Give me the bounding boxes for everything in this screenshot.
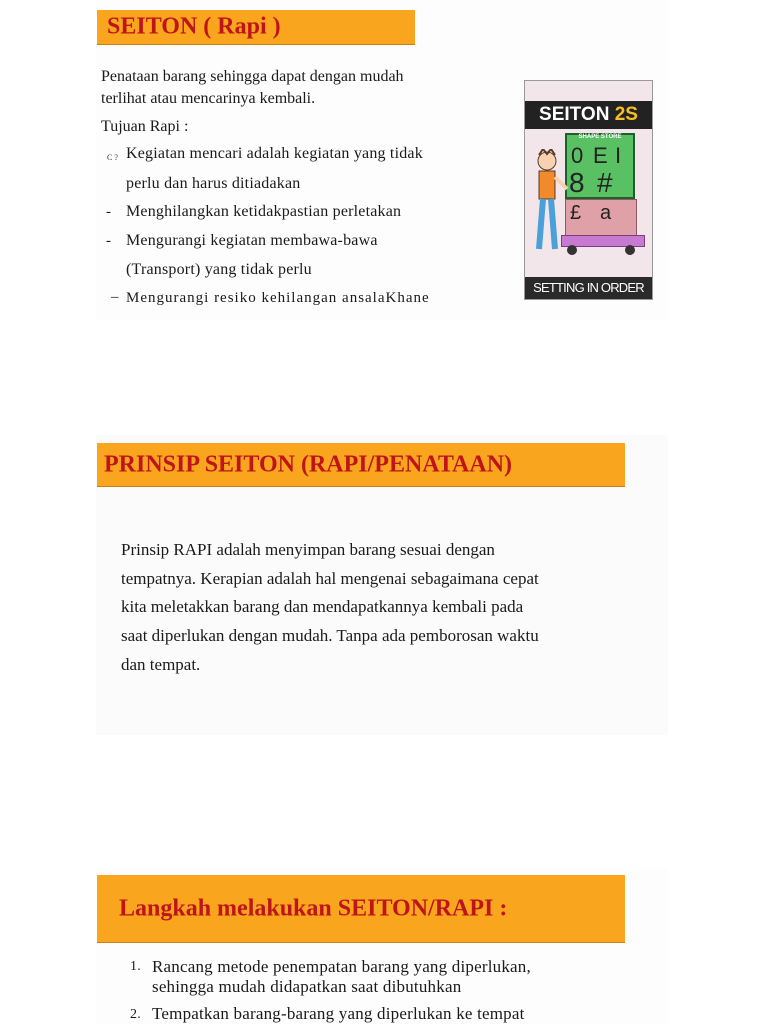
item1-line1: Kegiatan mencari adalah kegiatan yang tidak: [126, 145, 423, 162]
step2-num: 2.: [130, 1007, 141, 1022]
item2-marker: -: [106, 204, 111, 220]
prinsip-line-4: saat diperlukan dengan mudah. Tanpa ada pemborosan waktu: [121, 626, 539, 645]
glyph-e: E: [593, 143, 608, 168]
illustration-header: [525, 101, 652, 129]
wheel-right: [625, 245, 635, 255]
intro-line-1: Penataan barang sehingga dapat dengan mudah: [101, 68, 404, 85]
slide1-title: SEITON ( Rapi ): [107, 13, 281, 40]
slide3-title-bar: [97, 875, 625, 943]
prinsip-line-3: kita meletakkan barang dan mendapatkannya kembali pada: [121, 597, 524, 616]
item3-marker: -: [106, 233, 111, 249]
slide2-title-bar: [97, 443, 625, 487]
header-word: SEITON: [539, 104, 610, 125]
cart-box: [565, 199, 637, 237]
prinsip-line-1: Prinsip RAPI adalah menyimpan barang sesuai dengan: [121, 540, 495, 559]
header-num: 2S: [614, 104, 638, 125]
glyph-hash: #: [597, 167, 613, 198]
step1-line1: Rancang metode penempatan barang yang diperlukan,: [152, 957, 531, 976]
item4-marker: –: [111, 289, 119, 305]
item3-line2: (Transport) yang tidak perlu: [126, 261, 312, 278]
illustration-footer: SETTING IN ORDER: [525, 277, 652, 299]
slide3-title: Langkah melakukan SEITON/RAPI :: [119, 895, 508, 921]
glyph-a: a: [600, 202, 612, 224]
item3-line1: Mengurangi kegiatan membawa-bawa: [126, 232, 378, 249]
step2-line1: Tempatkan barang-barang yang diperlukan ke tempat: [152, 1004, 525, 1023]
slide2-title: PRINSIP SEITON (RAPI/PENATAAN): [104, 451, 513, 477]
intro-line-2: terlihat atau mencarinya kembali.: [101, 90, 316, 107]
prinsip-line-5: dan tempat.: [121, 655, 201, 674]
item1-line2: perlu dan harus ditiadakan: [126, 175, 301, 192]
glyph-eight: 8: [569, 167, 585, 198]
board-label: SHAPE STORE: [578, 134, 622, 140]
step1-num: 1.: [130, 959, 141, 974]
glyph-zero: 0: [571, 143, 584, 168]
glyph-i: I: [615, 143, 622, 168]
item4-line1: Mengurangi resiko kehilangan ansalaKhane: [126, 290, 430, 306]
tujuan-label: Tujuan Rapi :: [101, 118, 189, 135]
slide1-title-bar: [97, 10, 415, 45]
item1-marker: C ?: [107, 153, 118, 162]
person-figure: [529, 149, 569, 269]
shape-store-board: [565, 133, 635, 199]
seiton-illustration: [524, 80, 653, 300]
glyph-pound: £: [570, 202, 582, 224]
step1-line2: sehingga mudah didapatkan saat dibutuhkan: [152, 977, 462, 996]
prinsip-line-2: tempatnya. Kerapian adalah hal mengenai sebagaimana cepat: [121, 569, 539, 588]
item2-line1: Menghilangkan ketidakpastian perletakan: [126, 203, 402, 220]
